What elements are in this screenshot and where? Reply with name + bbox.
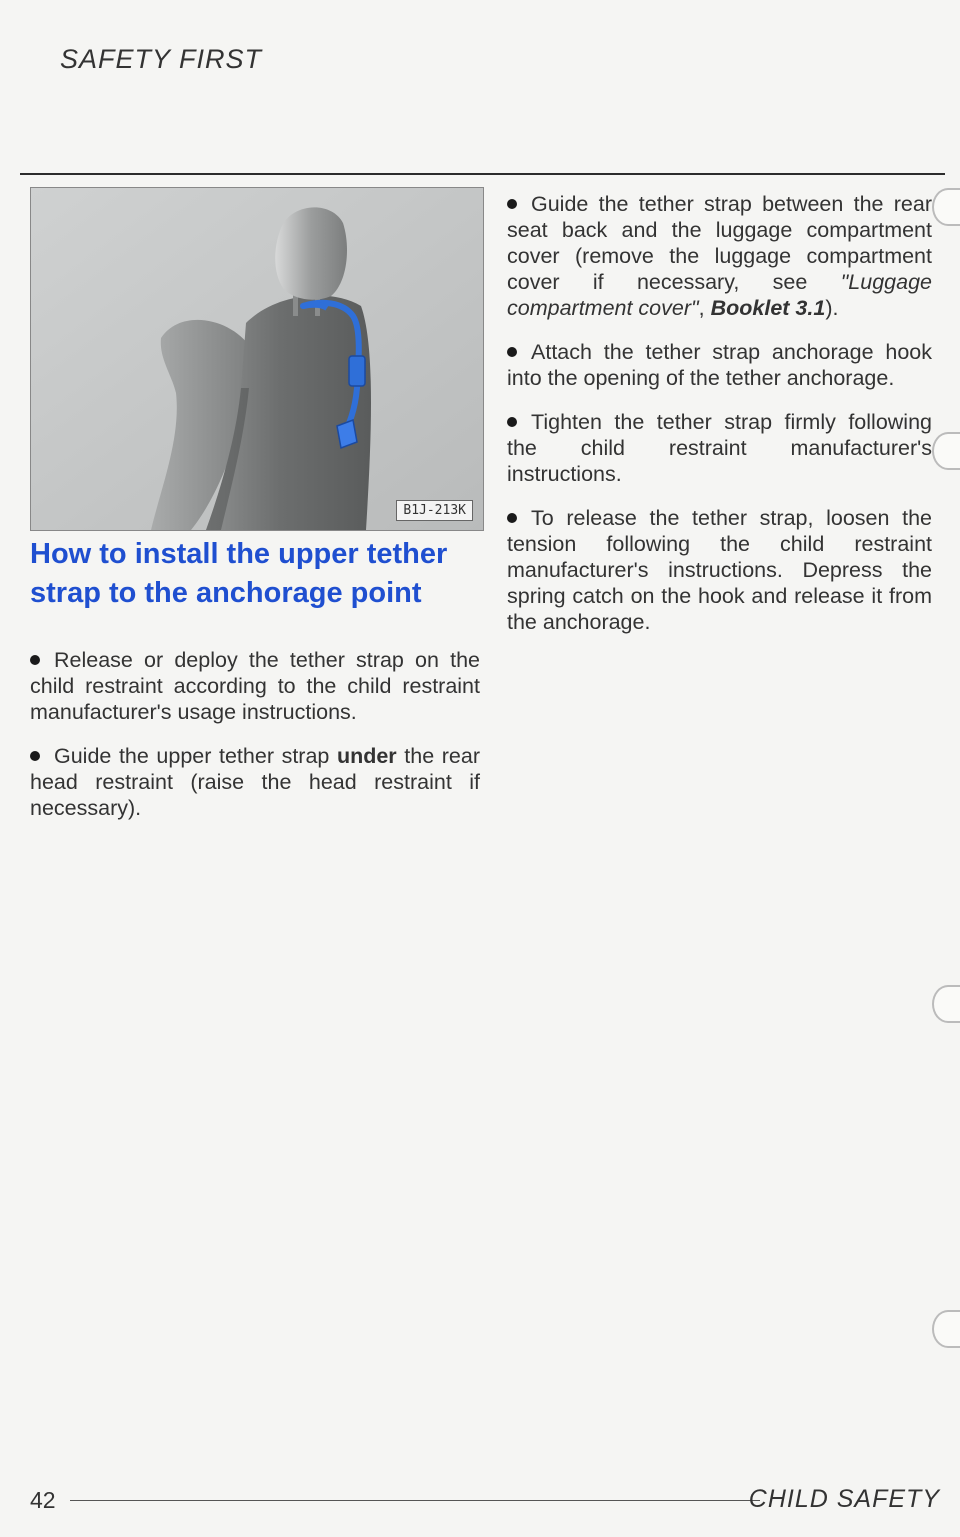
bullet-icon <box>30 751 40 761</box>
bullet-icon <box>507 513 517 523</box>
page-number: 42 <box>30 1487 56 1513</box>
right-column <box>507 191 932 653</box>
footer-rule <box>70 1500 760 1501</box>
edge-tab-mark <box>932 985 960 1023</box>
section-heading: How to install the upper tether strap to the anchorage point <box>30 538 448 609</box>
booklet-reference[interactable]: Booklet 3.1 <box>710 296 826 320</box>
cross-reference[interactable]: "Luggage compartment cover" <box>507 270 932 320</box>
instruction-2: Guide the upper tether strap under the rear head restraint (raise the head restraint if necessary). <box>30 744 480 820</box>
instruction-4: Attach the tether strap anchorage hook into the opening of the tether anchorage. <box>507 340 932 390</box>
seat-illustration <box>31 188 483 530</box>
edge-tab-mark <box>932 1310 960 1348</box>
head-restraint <box>275 207 347 299</box>
instruction-6: To release the tether strap, loosen the tension following the child restraint manufacturer's instructions. Depress the spring catch on the hook and release it from the anchorage. <box>507 506 932 634</box>
bullet-icon <box>507 347 517 357</box>
footer-section-title: CHILD SAFETY <box>748 1485 940 1513</box>
figure-seat-illustration <box>30 187 484 531</box>
strap-adjuster <box>349 356 365 386</box>
instruction-1: Release or deploy the tether strap on the child restraint according to the child restraint manufacturer's usage instructions. <box>30 648 480 724</box>
bullet-icon <box>507 199 517 209</box>
bullet-icon <box>507 417 517 427</box>
edge-tab-mark <box>932 188 960 226</box>
edge-tab-mark <box>932 432 960 470</box>
left-column <box>30 647 480 839</box>
bullet-icon <box>30 655 40 665</box>
instruction-5: Tighten the tether strap firmly following the child restraint manufacturer's instructions. <box>507 410 932 486</box>
running-head: SAFETY FIRST <box>60 44 263 74</box>
instruction-3: Guide the tether strap between the rear seat back and the luggage compartment cover (remove the luggage compartment cover if necessary, see "Luggage compartment cover", Booklet 3.1). <box>507 192 932 320</box>
figure-code: B1J-213K <box>396 500 473 521</box>
top-rule <box>20 173 945 175</box>
anchorage-hook <box>337 420 357 448</box>
